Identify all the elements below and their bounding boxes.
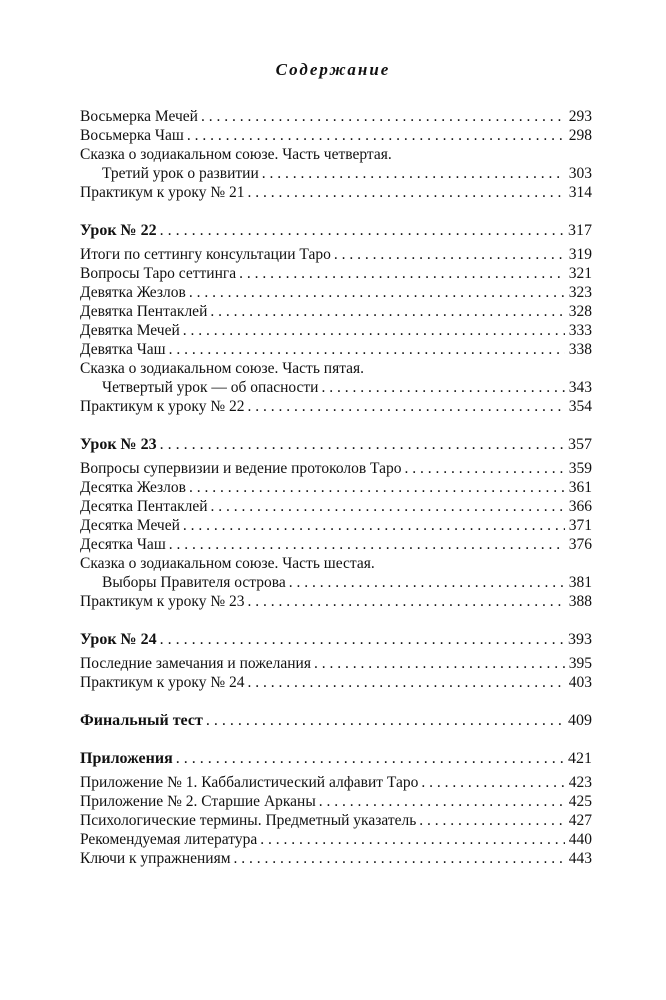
- toc-entry[interactable]: [80, 573, 592, 592]
- toc-entry-title: Практикум к уроку № 22: [80, 398, 245, 415]
- toc-entry-title: Психологические термины. Предметный указатель: [80, 812, 417, 829]
- toc-entry[interactable]: [80, 283, 592, 302]
- toc-entry[interactable]: [80, 183, 592, 202]
- toc-entry-page: 440: [568, 831, 592, 848]
- toc-entry-page: 303: [568, 165, 592, 182]
- toc-entry-title: Урок № 23: [80, 436, 157, 453]
- leader-dots: [405, 459, 565, 478]
- toc-entry-title: Урок № 24: [80, 631, 157, 648]
- toc-entry-page: 376: [568, 536, 592, 553]
- leader-dots: [160, 221, 564, 240]
- toc-entry-title: Практикум к уроку № 21: [80, 184, 245, 201]
- toc-entry[interactable]: [80, 321, 592, 340]
- toc-entry[interactable]: [80, 126, 592, 145]
- toc-tale-heading: Сказка о зодиакальном союзе. Часть шестая.: [80, 555, 375, 572]
- leader-dots: [334, 245, 565, 264]
- toc-entry-page: 338: [568, 341, 592, 358]
- leader-dots: [176, 749, 564, 768]
- toc-entry-title: Девятка Мечей: [80, 322, 180, 339]
- leader-dots: [160, 435, 564, 454]
- leader-dots: [234, 849, 565, 868]
- toc-entry[interactable]: [80, 497, 592, 516]
- toc-entry-page: 393: [568, 631, 592, 648]
- toc-entry-page: 314: [568, 184, 592, 201]
- leader-dots: [169, 535, 565, 554]
- toc-entry[interactable]: [80, 849, 592, 868]
- toc-entry-title: Десятка Пентаклей: [80, 498, 208, 515]
- toc-tale-heading: Сказка о зодиакальном союзе. Часть четвертая.: [80, 146, 392, 163]
- toc-entry-page: 381: [568, 574, 592, 591]
- leader-dots: [262, 164, 565, 183]
- toc-entry[interactable]: [80, 592, 592, 611]
- toc-entry-title: Десятка Чаш: [80, 536, 166, 553]
- leader-dots: [201, 107, 565, 126]
- toc-entry[interactable]: [80, 654, 592, 673]
- toc-entry-title: Итоги по сеттингу консультации Таро: [80, 246, 331, 263]
- toc-lesson-entry[interactable]: [80, 221, 592, 240]
- toc-entry-title: Девятка Жезлов: [80, 284, 186, 301]
- toc-entry-page: 359: [568, 460, 592, 477]
- leader-dots: [189, 478, 565, 497]
- toc-entry-title: Третий урок о развитии: [102, 165, 259, 182]
- toc-entry-page: 323: [568, 284, 592, 301]
- toc-entry-page: 321: [568, 265, 592, 282]
- toc-entry-title: Урок № 22: [80, 222, 157, 239]
- toc-entry[interactable]: [80, 516, 592, 535]
- toc-entry[interactable]: [80, 792, 592, 811]
- leader-dots: [260, 830, 565, 849]
- toc-entry-title: Приложение № 1. Каббалистический алфавит Таро: [80, 774, 419, 791]
- leader-dots: [248, 183, 565, 202]
- toc-entry[interactable]: [80, 264, 592, 283]
- toc-entry[interactable]: [80, 340, 592, 359]
- leader-dots: [189, 283, 565, 302]
- toc-entry[interactable]: [80, 302, 592, 321]
- toc-entry-page: 388: [568, 593, 592, 610]
- toc-entry-page: 298: [568, 127, 592, 144]
- toc-entry-title: Ключи к упражнениям: [80, 850, 231, 867]
- toc-entry-page: 395: [568, 655, 592, 672]
- toc-entry-title: Приложения: [80, 750, 173, 767]
- toc-entry-title: Восьмерка Мечей: [80, 108, 198, 125]
- toc-entry[interactable]: [80, 478, 592, 497]
- toc-entry-page: 427: [568, 812, 592, 829]
- toc-entry-title: Финальный тест: [80, 712, 203, 729]
- leader-dots: [248, 673, 565, 692]
- toc-entry[interactable]: [80, 811, 592, 830]
- leader-dots: [160, 630, 564, 649]
- leader-dots: [314, 654, 565, 673]
- leader-dots: [248, 592, 565, 611]
- toc-final-test-entry[interactable]: [80, 711, 592, 730]
- toc-entry-page: 423: [568, 774, 592, 791]
- toc-entry-page: 293: [568, 108, 592, 125]
- toc-entry-page: 361: [568, 479, 592, 496]
- toc-entry-page: 319: [568, 246, 592, 263]
- toc-entry-page: 403: [568, 674, 592, 691]
- leader-dots: [211, 497, 565, 516]
- toc-entry-title: Приложение № 2. Старшие Арканы: [80, 793, 316, 810]
- toc-entry[interactable]: [80, 830, 592, 849]
- toc-tale-heading: Сказка о зодиакальном союзе. Часть пятая.: [80, 360, 365, 377]
- toc-entry-title: Вопросы Таро сеттинга: [80, 265, 237, 282]
- toc-entry-title: Восьмерка Чаш: [80, 127, 184, 144]
- toc-entry-title: Десятка Жезлов: [80, 479, 186, 496]
- toc-entry-title: Четвертый урок — об опасности: [102, 379, 319, 396]
- toc-entry-page: 343: [568, 379, 592, 396]
- leader-dots: [239, 264, 565, 283]
- toc-entry[interactable]: [80, 164, 592, 183]
- leader-dots: [183, 516, 565, 535]
- toc-entry[interactable]: [80, 773, 592, 792]
- page-title: Содержание: [275, 60, 391, 79]
- toc-entry[interactable]: [80, 459, 592, 478]
- toc-entry-title: Практикум к уроку № 23: [80, 593, 245, 610]
- toc-entry-title: Девятка Пентаклей: [80, 303, 208, 320]
- toc-entry-page: 317: [568, 222, 592, 239]
- toc-entry-page: 421: [568, 750, 592, 767]
- toc-entry[interactable]: [80, 107, 592, 126]
- toc-entry-page: 425: [568, 793, 592, 810]
- leader-dots: [321, 378, 564, 397]
- toc-entry-title: Вопросы супервизии и ведение протоколов Таро: [80, 460, 402, 477]
- toc-entry-page: 328: [568, 303, 592, 320]
- toc-entry-title: Рекомендуемая литература: [80, 831, 258, 848]
- table-of-contents: [80, 107, 592, 868]
- toc-appendices-entry[interactable]: [80, 749, 592, 768]
- toc-entry-page: 354: [568, 398, 592, 415]
- toc-entry-page: 366: [568, 498, 592, 515]
- toc-entry[interactable]: [80, 245, 592, 264]
- leader-dots: [206, 711, 564, 730]
- toc-entry-title: Последние замечания и пожелания: [80, 655, 311, 672]
- leader-dots: [319, 792, 565, 811]
- leader-dots: [210, 302, 564, 321]
- toc-entry-page: 357: [568, 436, 592, 453]
- leader-dots: [183, 321, 565, 340]
- toc-entry[interactable]: [80, 535, 592, 554]
- leader-dots: [289, 573, 565, 592]
- toc-lesson-entry[interactable]: [80, 435, 592, 454]
- toc-entry-title: Практикум к уроку № 24: [80, 674, 245, 691]
- toc-entry-page: 371: [568, 517, 592, 534]
- toc-entry[interactable]: [80, 673, 592, 692]
- toc-entry-title: Выборы Правителя острова: [102, 574, 286, 591]
- toc-entry-title: Десятка Мечей: [80, 517, 180, 534]
- leader-dots: [169, 340, 565, 359]
- toc-lesson-entry[interactable]: [80, 630, 592, 649]
- toc-entry-title: Девятка Чаш: [80, 341, 166, 358]
- toc-entry-page: 409: [568, 712, 592, 729]
- leader-dots: [248, 397, 565, 416]
- toc-entry-page: 443: [568, 850, 592, 867]
- toc-entry[interactable]: [80, 397, 592, 416]
- toc-entry-page: 333: [568, 322, 592, 339]
- leader-dots: [419, 811, 564, 830]
- leader-dots: [187, 126, 565, 145]
- leader-dots: [421, 773, 564, 792]
- toc-entry[interactable]: [80, 378, 592, 397]
